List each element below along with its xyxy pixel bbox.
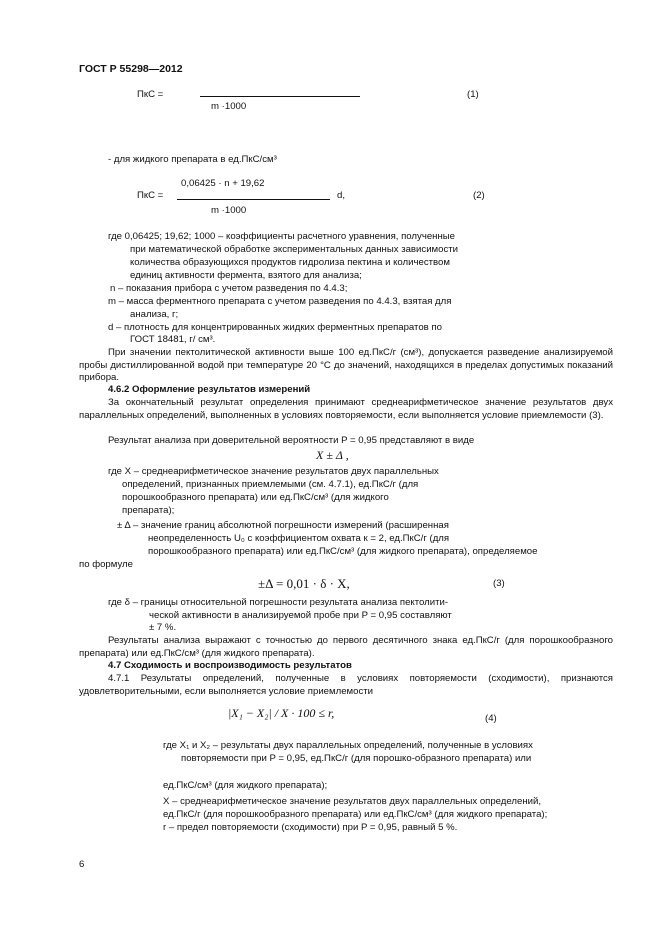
section-47-para-1: 4.7.1 Результаты определений, полученные в условиях повторяемости (сходимости), признаются удовлетворительными, если выполняется условие приемлемости — [79, 673, 613, 697]
formula3: ±Δ = 0,01 · δ · X, — [258, 576, 350, 591]
d-definition-2: ГОСТ 18481, г/ см³. — [130, 334, 216, 345]
xbar47-def-1: X – среднеарифметическое значение результатов двух параллельных определений, — [163, 796, 542, 807]
xbar-def-4: препарата); — [122, 505, 175, 516]
page-number: 6 — [79, 859, 85, 870]
delta-def-1: ± Δ – значение границ абсолютной погрешности измерений (расширенная — [117, 520, 449, 531]
dilution-paragraph: При значении пектолитической активности выше 100 ед.ПкС/г (см³), допускается разведение анализируемой пробы дистиллированной водой при температуре 20 °С до значений, находящихся в пределах допустимых показаний прибора. — [79, 347, 613, 384]
formula1-denominator: m ·1000 — [211, 101, 247, 112]
formula2-lhs: ПкС = — [137, 190, 164, 201]
d-definition-1: d – плотность для концентрированных жидких ферментных препаратов по — [108, 322, 442, 333]
section-462-para-2: Результат анализа при доверительной вероятности P = 0,95 представляют в виде — [108, 435, 475, 446]
xbar-def-1: где X – среднеарифметическое значение результатов двух параллельных — [108, 466, 439, 477]
section-462-title: 4.6.2 Оформление результатов измерений — [108, 384, 311, 395]
section-462-para-1: За окончательный результат определения принимают среднеарифметическое значение результатов двух параллельных определений, выполненных в условиях повторяемости, если выполняется условие приемлемости (3). — [79, 397, 613, 421]
formula2-numerator: 0,06425 · n + 19,62 — [181, 178, 265, 189]
formula3-number: (3) — [493, 578, 505, 589]
formula2-number: (2) — [473, 190, 485, 201]
delta-def-4: по формуле — [79, 559, 133, 570]
formula1-number: (1) — [467, 89, 479, 100]
x12-def-2: повторяемости при P = 0,95, ед.ПкС/г (для порошко-образного препарата) или — [181, 753, 532, 764]
m-definition-1: m – масса ферментного препарата с учетом разведения по 4.4.3, взятая для — [108, 296, 452, 307]
sigma-def-1: где δ – границы относительной погрешности результата анализа пектолити- — [108, 597, 449, 608]
x12-def-1: где X₁ и X₂ – результаты двух параллельных определений, полученные в условиях — [163, 740, 533, 751]
result-formula: X ± Δ , — [316, 448, 349, 462]
formula1-fraction-bar — [200, 96, 360, 97]
formula2-multiplier: d, — [337, 190, 346, 201]
liquid-intro: - для жидкого препарата в ед.ПкС/см³ — [108, 154, 277, 165]
m-definition-2: анализа, г; — [130, 309, 179, 320]
where-line-2: при математической обработке экспериментальных данных зависимости — [130, 244, 459, 255]
formula4-number: (4) — [485, 713, 497, 724]
n-definition: n – показания прибора с учетом разведения по 4.4.3; — [110, 283, 348, 294]
where-line-4: единиц активности фермента, взятого для анализа; — [130, 270, 362, 281]
xbar47-def-2: ед.ПкС/г (для порошкообразного препарата) или ед.ПкС/см³ (для жидкого препарата); — [163, 809, 548, 820]
sigma-def-3: ± 7 %. — [149, 622, 177, 633]
document-header: ГОСТ Р 55298—2012 — [79, 63, 183, 75]
formula1-lhs: ПкС = — [137, 89, 164, 100]
section-462-para-3: Результаты анализа выражают с точностью до первого десятичного знака ед.ПкС/г (для порошкообразного препарата) или ед.ПкС/см³ (для жидкого препарата). — [79, 635, 613, 659]
sigma-def-2: ческой активности в анализируемой пробе при P = 0,95 составляют — [149, 610, 452, 621]
x12-def-3: ед.ПкС/см³ (для жидкого препарата); — [163, 780, 328, 791]
formula2-denominator: m ·1000 — [211, 205, 247, 216]
delta-def-3: порошкообразного препарата) или ед.ПкС/см³ (для жидкого препарата), определяемое — [148, 546, 538, 557]
formula2-fraction-bar — [177, 199, 330, 200]
formula4: |X₁ − X₂| / X · 100 ≤ r, — [228, 706, 335, 720]
delta-def-2: неопределенность U₀ с коэффициентом охвата к = 2, ед.ПкС/г (для — [148, 533, 450, 544]
section-47-title: 4.7 Сходимость и воспроизводимость результатов — [108, 660, 352, 671]
where-line-1: где 0,06425; 19,62; 1000 – коэффициенты расчетного уравнения, полученные — [108, 231, 455, 242]
xbar-def-3: порошкообразного препарата) или ед.ПкС/см³ (для жидкого — [122, 492, 389, 503]
where-line-3: количества образующихся продуктов гидролиза пектина и количеством — [130, 257, 450, 268]
r-definition: r – предел повторяемости (сходимости) при P = 0,95, равный 5 %. — [163, 822, 458, 833]
xbar-def-2: определений, признанных приемлемыми (см. 4.7.1), ед.ПкС/г (для — [122, 479, 419, 490]
